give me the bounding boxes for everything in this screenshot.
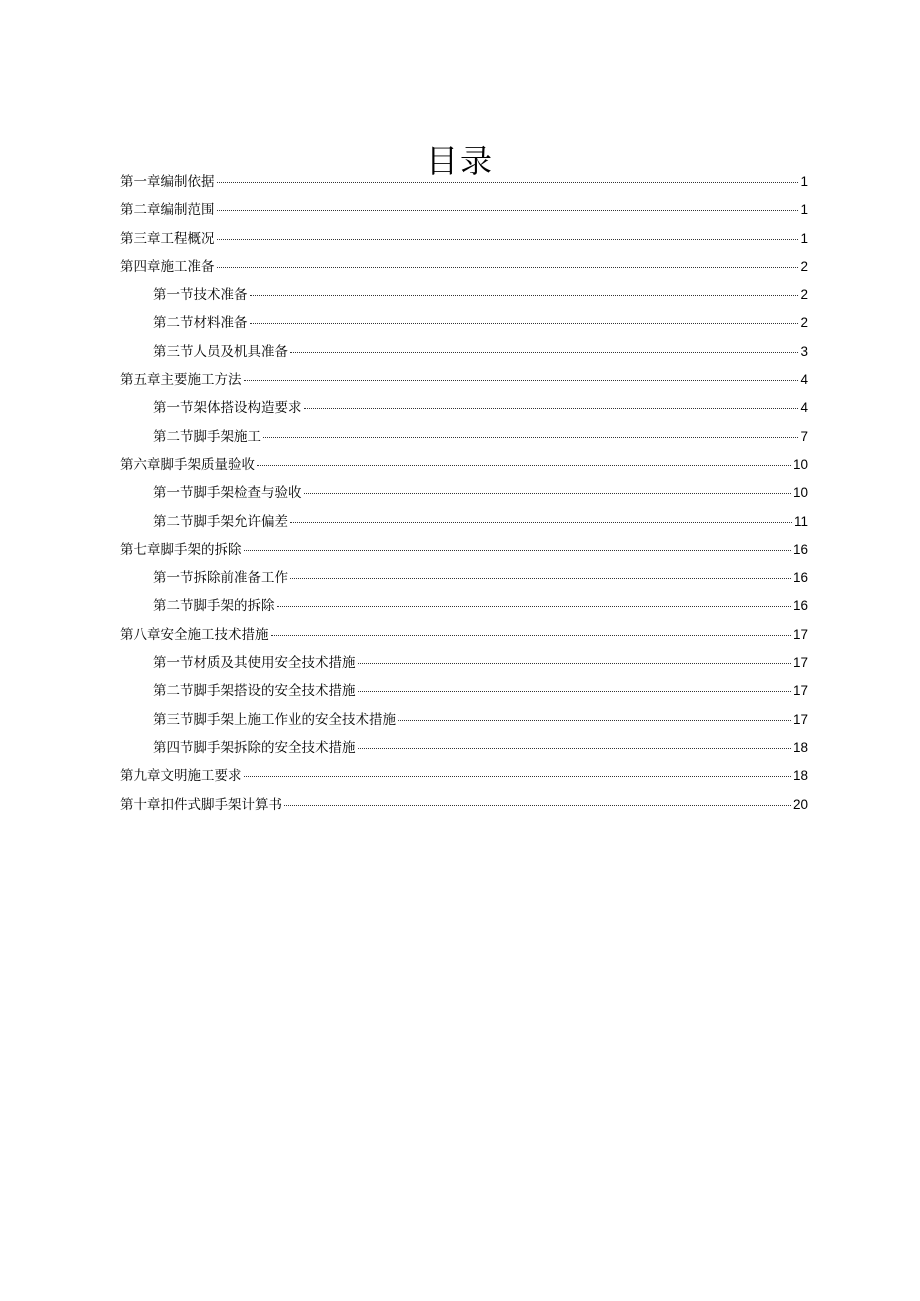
toc-page-number: 16 — [792, 598, 808, 614]
toc-entry-title: 第八章安全施工技术措施 — [120, 626, 269, 643]
toc-section-entry[interactable] — [120, 649, 808, 677]
toc-page-number: 18 — [792, 739, 808, 755]
toc-page-number: 17 — [792, 683, 808, 699]
toc-entry-title: 第一节材质及其使用安全技术措施 — [153, 655, 356, 672]
toc-section-entry[interactable] — [120, 564, 808, 592]
dot-leader — [250, 294, 799, 296]
toc-page-number: 17 — [792, 711, 808, 727]
toc-chapter-entry[interactable] — [120, 253, 808, 281]
dot-leader — [304, 492, 791, 494]
toc-entry-title: 第三章工程概况 — [120, 230, 215, 247]
toc-chapter-entry[interactable] — [120, 168, 808, 196]
dot-leader — [290, 351, 798, 353]
toc-title: 目录 — [425, 142, 494, 181]
dot-leader — [244, 775, 791, 777]
dot-leader — [217, 266, 799, 268]
toc-entry-title: 第四章施工准备 — [120, 258, 215, 275]
toc-page-number: 1 — [800, 174, 808, 189]
toc-section-entry[interactable] — [120, 592, 808, 620]
toc-section-entry[interactable] — [120, 734, 808, 762]
toc-section-entry[interactable] — [120, 706, 808, 734]
toc-page-number: 2 — [800, 287, 808, 303]
dot-leader — [277, 605, 791, 607]
toc-section-entry[interactable] — [120, 309, 808, 337]
dot-leader — [304, 407, 799, 409]
dot-leader — [398, 719, 791, 721]
toc-page-number: 4 — [800, 400, 808, 416]
dot-leader — [217, 181, 799, 183]
toc-entry-title: 第一节架体搭设构造要求 — [153, 400, 302, 417]
dot-leader — [263, 436, 798, 438]
dot-leader — [271, 634, 791, 636]
toc-page-number: 1 — [800, 230, 808, 246]
toc-chapter-entry[interactable] — [120, 621, 808, 649]
toc-section-entry[interactable] — [120, 338, 808, 366]
dot-leader — [284, 804, 791, 806]
toc-chapter-entry[interactable] — [120, 196, 808, 224]
dot-leader — [358, 747, 791, 749]
toc-page-number: 11 — [793, 513, 808, 529]
dot-leader — [290, 577, 791, 579]
toc-page-number: 1 — [800, 202, 808, 218]
toc-entry-title: 第十章扣件式脚手架计算书 — [120, 796, 282, 813]
toc-page-number: 16 — [792, 541, 808, 557]
toc-entry-title: 第九章文明施工要求 — [120, 768, 242, 785]
toc-chapter-entry[interactable] — [120, 791, 808, 819]
toc-page-number: 18 — [792, 768, 808, 784]
toc-entry-title: 第一章编制依据 — [120, 174, 215, 190]
toc-page-number: 7 — [800, 428, 808, 444]
dot-leader — [358, 662, 791, 664]
dot-leader — [257, 464, 791, 466]
toc-page-number: 2 — [800, 315, 808, 331]
toc-page-number: 17 — [792, 626, 808, 642]
toc-entry-title: 第六章脚手架质量验收 — [120, 456, 255, 473]
dot-leader — [250, 322, 799, 324]
toc-section-entry[interactable] — [120, 479, 808, 507]
toc-entry-title: 第二节脚手架搭设的安全技术措施 — [153, 683, 356, 700]
toc-entry-title: 第二节脚手架施工 — [153, 428, 261, 445]
toc-section-entry[interactable] — [120, 281, 808, 309]
toc-chapter-entry[interactable] — [120, 366, 808, 394]
toc-page-number: 3 — [800, 343, 808, 359]
toc-entry-title: 第三节脚手架上施工作业的安全技术措施 — [153, 711, 396, 728]
toc-page-number: 4 — [800, 372, 808, 388]
dot-leader — [217, 238, 799, 240]
toc-chapter-entry[interactable] — [120, 762, 808, 790]
dot-leader — [358, 690, 791, 692]
toc-entry-title: 第一节技术准备 — [153, 287, 248, 304]
toc-entry-title: 第四节脚手架拆除的安全技术措施 — [153, 739, 356, 756]
toc-chapter-entry[interactable] — [120, 536, 808, 564]
toc-page-number: 17 — [792, 655, 808, 671]
toc-section-entry[interactable] — [120, 394, 808, 422]
dot-leader — [290, 521, 792, 523]
toc-page-number: 10 — [792, 456, 808, 472]
toc-page-number: 20 — [792, 796, 808, 812]
toc-section-entry[interactable] — [120, 508, 808, 536]
toc-page-number: 16 — [792, 570, 808, 586]
toc-section-entry[interactable] — [120, 423, 808, 451]
toc-entry-title: 第一节拆除前准备工作 — [153, 570, 288, 587]
toc-entry-title: 第二节脚手架的拆除 — [153, 598, 275, 615]
dot-leader — [217, 209, 799, 211]
toc-entry-title: 第二节材料准备 — [153, 315, 248, 332]
toc-entry-title: 第一节脚手架检查与验收 — [153, 485, 302, 502]
toc-section-entry[interactable] — [120, 677, 808, 705]
toc-entry-title: 第三节人员及机具准备 — [153, 343, 288, 360]
toc-entry-title: 第二章编制范围 — [120, 202, 215, 219]
toc-page-number: 10 — [792, 485, 808, 501]
toc-entry-title: 第五章主要施工方法 — [120, 372, 242, 389]
toc-chapter-entry[interactable] — [120, 225, 808, 253]
dot-leader — [244, 379, 799, 381]
toc-chapter-entry[interactable] — [120, 451, 808, 479]
toc-entry-title: 第七章脚手架的拆除 — [120, 541, 242, 558]
toc-page-number: 2 — [800, 258, 808, 274]
table-of-contents — [120, 168, 808, 819]
toc-entry-title: 第二节脚手架允许偏差 — [153, 513, 288, 530]
dot-leader — [244, 549, 791, 551]
